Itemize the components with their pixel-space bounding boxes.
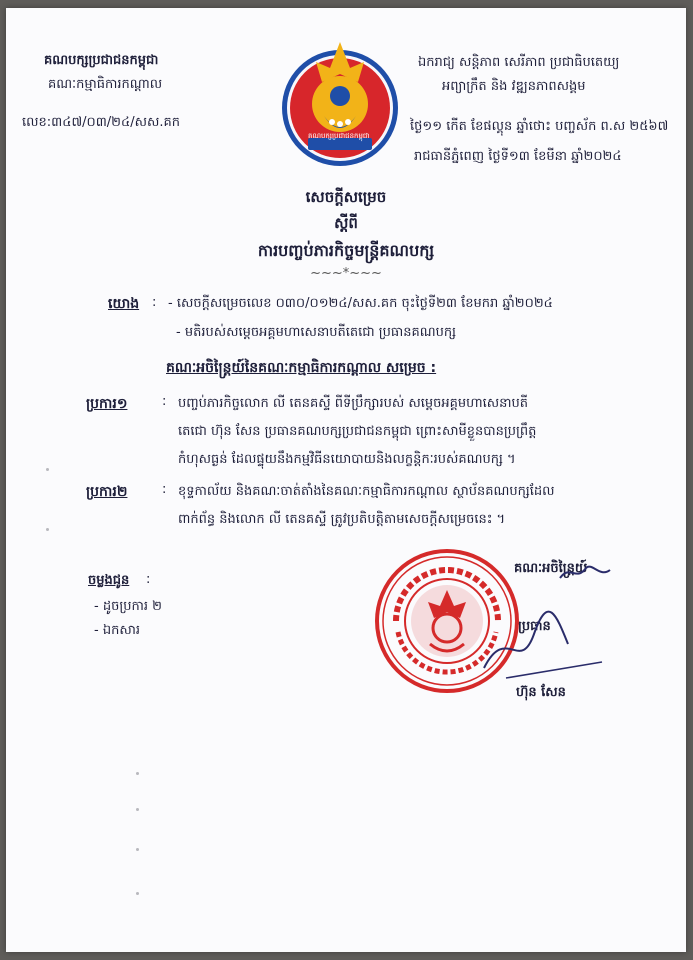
reference-item-1: - សេចក្តីសម្រេចលេខ ០៣០/០១២៤/សស.គក ចុះថ្ងៃទី២៣ ខែមករា ឆ្នាំ២០២៤	[168, 296, 553, 311]
lunar-date: ថ្ងៃ១១ កើត ខែផល្គុន ឆ្នាំថោះ បញ្ចស័ក ព.ស ២៥៦៧	[410, 119, 669, 134]
handwritten-signature	[476, 604, 606, 684]
margin-dot	[46, 528, 49, 531]
document-subject: ការបញ្ចប់ភារកិច្ចមន្រ្តីគណបក្ស	[257, 241, 435, 260]
reference-number: លេខ:៣៤៧/០៣/២៤/សស.គក	[22, 115, 180, 130]
committee-name: គណៈកម្មាធិការកណ្តាល	[48, 77, 163, 92]
decision-heading: គណៈអចិន្ត្រៃយ៍នៃគណៈកម្មាធិការកណ្តាល សម្រេច :	[166, 360, 437, 376]
kingdom-motto-line2: អព្យាក្រឹត និង វឌ្ឍនភាពសង្គម	[442, 79, 586, 94]
solar-date: រាជធានីភ្នំពេញ ថ្ងៃទី១៣ ខែមីនា ឆ្នាំ២០២៤	[414, 149, 622, 164]
article-2-line-1: ខុទ្ទកាល័យ និងគណៈចាត់តាំងនៃគណៈកម្មាធិការកណ្តាល ស្ថាប័នគណបក្សដែល	[178, 484, 555, 499]
signature-role: ប្រធាន	[518, 619, 551, 634]
recipient-item-2: - ឯកសារ	[94, 623, 140, 638]
recipient-item-1: - ដូចប្រការ ២	[94, 599, 162, 614]
margin-dot	[136, 892, 139, 895]
signature-committee: គណៈអចិន្ត្រៃយ៍	[514, 561, 588, 576]
logo-caption: គណបក្សប្រជាជនកម្ពុជា	[308, 132, 370, 140]
article-2-line-2: ពាក់ព័ន្ធ និងលោក លី តេនគស្ទី ត្រូវប្រតិបត្តិតាមសេចក្តីសម្រេចនេះ ។	[178, 512, 506, 527]
article-1-label: ប្រការ១	[86, 396, 128, 412]
references-colon: :	[152, 295, 157, 310]
margin-dot	[136, 772, 139, 775]
document-title: សេចក្តីសម្រេច	[305, 188, 387, 206]
references-label: យោង	[108, 296, 140, 312]
recipients-label: ចម្លងជូន	[88, 573, 130, 588]
article-1-line-1: បញ្ចប់ភារកិច្ចលោក លី តេនគស្ទី ពីទីប្រឹក្សារបស់ សម្តេចអគ្គមហាសេនាបតី	[178, 396, 529, 411]
document-title-about: ស្តីពី	[334, 214, 358, 232]
document-page	[6, 8, 686, 952]
party-name: គណបក្សប្រជាជនកម្ពុជា	[44, 53, 159, 68]
margin-dot	[46, 468, 49, 471]
initials-mark	[556, 560, 616, 586]
reference-item-2: - មតិរបស់សម្តេចអគ្គមហាសេនាបតីតេជោ ប្រធានគណបក្ស	[176, 325, 457, 340]
party-logo	[278, 38, 402, 172]
kingdom-motto: ឯករាជ្យ សន្តិភាព សេរីភាព ប្រជាធិបតេយ្យ	[418, 55, 620, 70]
article-1-line-3: កំហុសធ្ងន់ ដែលផ្ទុយនឹងកម្មវិធីនយោបាយនិងលក្ខន្តិកៈរបស់គណបក្ស ។	[178, 452, 516, 467]
article-1-line-2: តេជោ ហ៊ុន សែន ប្រធានគណបក្សប្រជាជនកម្ពុជា ព្រោះសាមីខ្លួនបានប្រព្រឹត្ត	[178, 424, 537, 439]
article-2-colon: :	[162, 482, 167, 497]
margin-dot	[136, 808, 139, 811]
margin-dot	[136, 848, 139, 851]
signatory-name: ហ៊ុន សែន	[516, 685, 566, 700]
article-2-label: ប្រការ២	[86, 484, 128, 500]
title-ornament-divider: ~~~*~~~	[310, 266, 382, 281]
recipients-colon: :	[146, 572, 151, 587]
article-1-colon: :	[162, 394, 167, 409]
